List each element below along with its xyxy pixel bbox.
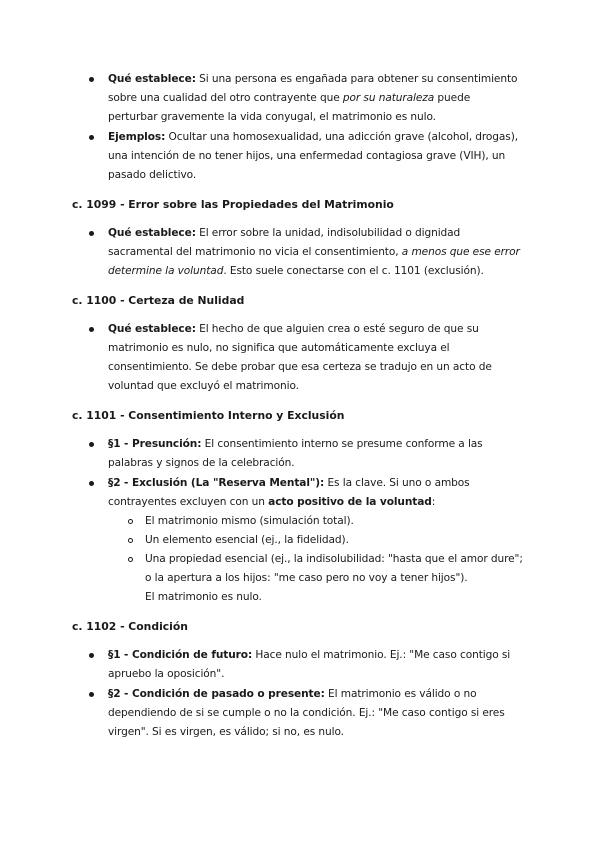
item-text: :	[431, 496, 436, 508]
sub-item-text: Una propiedad esencial (ej., la indisolubilidad: "hasta que el amor dure"; o la apertura a los hijos: "me caso pero no voy a tener hijos").	[145, 553, 523, 584]
item-text: Es la clave. Si uno o ambos contrayentes excluyen con un	[108, 477, 470, 508]
list-item	[0, 435, 600, 473]
item-bold: acto positivo de la voluntad	[268, 496, 432, 508]
item-text: . Esto suele conectarse con el c. 1101 (exclusión).	[223, 265, 484, 277]
list-item	[0, 685, 600, 742]
bullet-icon	[89, 135, 94, 140]
item-italic: por su naturaleza	[342, 92, 435, 104]
bullet-icon	[89, 231, 94, 236]
item-text: Ocultar una homosexualidad, una adicción grave (alcohol, drogas), una intención de no tener hijos, una enfermedad contagiosa grave (VIH), un pasado delictivo.	[108, 131, 519, 181]
bullet-icon	[89, 442, 94, 447]
section-heading-1102: c. 1102 - Condición	[72, 620, 188, 633]
bullet-icon	[89, 653, 94, 658]
item-text: El consentimiento interno se presume conforme a las palabras y signos de la celebración.	[108, 438, 483, 469]
item-label: §1 - Condición de futuro:	[108, 649, 253, 661]
bullet-icon	[89, 77, 94, 82]
circle-bullet-icon	[128, 538, 133, 543]
item-italic: a menos que ese error determine la voluntad	[108, 246, 520, 277]
item-text: El error sobre la unidad, indisolubilidad o dignidad sacramental del matrimonio no vicia el consentimiento,	[108, 227, 461, 258]
item-label: §2 - Exclusión (La "Reserva Mental"):	[108, 477, 325, 489]
item-text: El matrimonio es válido o no dependiendo de si se cumple o no la condición. Ej.: "Me caso contigo si eres virgen". Si es virgen, es válido; si no, es nulo.	[108, 688, 505, 738]
item-label: Qué establece:	[108, 73, 196, 85]
sub-item-text: Un elemento esencial (ej., la fidelidad).	[145, 534, 349, 546]
item-label: Ejemplos:	[108, 131, 166, 143]
item-label: Qué establece:	[108, 227, 196, 239]
sub-item-text: El matrimonio mismo (simulación total).	[145, 515, 354, 527]
bullet-icon	[89, 327, 94, 332]
circle-bullet-icon	[128, 519, 133, 524]
bullet-icon	[89, 692, 94, 697]
item-label: §1 - Presunción:	[108, 438, 202, 450]
item-text: Hace nulo el matrimonio. Ej.: "Me caso contigo si apruebo la oposición".	[108, 649, 511, 680]
circle-bullet-icon	[128, 557, 133, 562]
list-item	[0, 646, 600, 684]
item-text: El hecho de que alguien crea o esté seguro de que su matrimonio es nulo, no significa que automáticamente excluya el consentimiento. Se debe probar que esa certeza se tradujo en un acto de voluntad que excluyó el matrimonio.	[108, 323, 492, 392]
item-label: §2 - Condición de pasado o presente:	[108, 688, 325, 700]
bullet-icon	[89, 481, 94, 486]
list-item	[0, 128, 600, 185]
section-heading-1100: c. 1100 - Certeza de Nulidad	[72, 294, 245, 307]
list-item	[0, 224, 600, 281]
list-item	[0, 320, 600, 396]
section-heading-1101: c. 1101 - Consentimiento Interno y Exclusión	[72, 409, 345, 422]
closing-line	[0, 588, 600, 607]
closing-text: El matrimonio es nulo.	[145, 591, 262, 603]
sub-list-item	[0, 531, 600, 550]
item-text: puede perturbar gravemente la vida conyugal, el matrimonio es nulo.	[108, 92, 471, 123]
sub-list-item	[0, 550, 600, 588]
item-label: Qué establece:	[108, 323, 196, 335]
document-content	[0, 70, 600, 742]
list-item	[0, 70, 600, 127]
section-heading-1099: c. 1099 - Error sobre las Propiedades del Matrimonio	[72, 198, 394, 211]
sub-list-item	[0, 512, 600, 531]
list-item	[0, 474, 600, 512]
item-text: Si una persona es engañada para obtener su consentimiento sobre una cualidad del otro contrayente que	[108, 73, 518, 104]
